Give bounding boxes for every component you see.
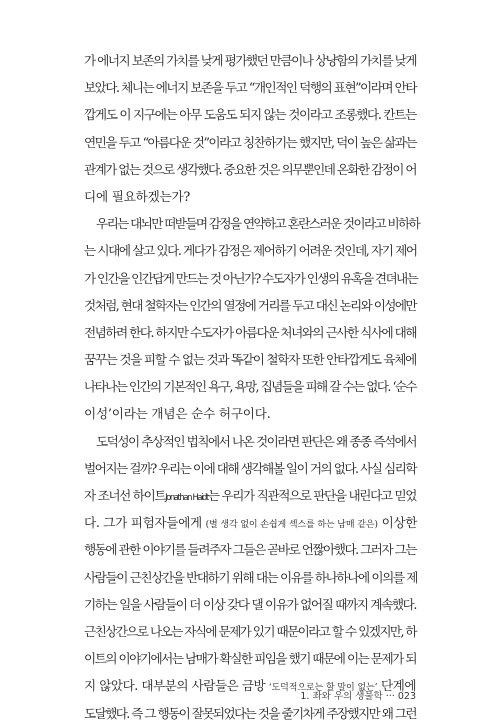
text-line: 보았다. 체니는 에너지 보존을 두고 “개인적인 덕행의 표현”이라며 안타 xyxy=(84,80,416,96)
text-line xyxy=(84,482,416,509)
text-line: 가 인간을 인간답게 만드는 것 아닌가? 수도자가 인생의 유혹을 견뎌내는 xyxy=(84,270,418,286)
text-line: 도달했다. 즉 그 행동이 잘못되었다는 것을 줄기차게 주장했지만 왜 그런 xyxy=(84,705,416,721)
text-line: 사람들이 근친상간을 반대하기 위해 대는 이유를 하나하나에 이의를 제 xyxy=(84,569,418,585)
text-line: 기하는 일을 사람들이 더 이상 갖다 댈 이유가 없어질 때까지 계속했다. xyxy=(84,596,416,612)
text-line: 관계가 없는 것으로 생각했다. 중요한 것은 의무뿐인데 온화한 감정이 어 xyxy=(84,161,416,177)
text-segment: 이상한 xyxy=(377,515,418,531)
body-text xyxy=(84,47,420,727)
footer-separator: ··· xyxy=(385,691,395,702)
text-line: 벌어지는 걸까? 우리는 이에 대해 생각해볼 일이 거의 없다. 사실 심리학 xyxy=(84,460,416,476)
text-line: 는 시대에 살고 있다. 게다가 감정은 제어하기 어려운 것인데, 자기 제어 xyxy=(84,243,417,259)
text-line: 꿈꾸는 것을 피할 수 없는 것과 똑같이 철학자 또한 안타깝게도 육체에 xyxy=(84,352,416,368)
page-footer xyxy=(300,688,416,702)
text-line: 이성’이라는 개념은 순수 허구이다. xyxy=(84,406,271,422)
text-line: 연민을 두고 “아름다운 것”이라고 칭찬하기는 했지만, 덕이 높은 삶과는 xyxy=(84,134,416,150)
quoted-phrase: ‘도덕적으로는 할 말이 없는’ xyxy=(268,683,378,694)
text-line: 가 에너지 보존의 가치를 낮게 평가했던 만큼이나 상냥함의 가치를 낮게 xyxy=(84,53,416,68)
chapter-title: 1. 좌와 우의 생물학 xyxy=(300,691,383,702)
text-line: 나타나는 인간의 기본적인 욕구, 욕망, 집념들을 피해 갈 수는 없다. ‘순수 xyxy=(84,379,416,395)
text-line: 전념하려 한다. 하지만 수도자가 아름다운 처녀와의 근사한 식사에 대해 xyxy=(84,324,416,340)
text-line: 깝게도 이 지구에는 아무 도움도 되지 않는 것이라고 조롱했다. 칸트는 xyxy=(84,107,416,123)
page-number: 023 xyxy=(397,691,416,702)
text-segment: 단계에 xyxy=(377,678,417,694)
author-name-roman: Jonathan Haidt xyxy=(165,492,208,502)
text-line: 행동에 관한 이야기를 들려주자 그들은 곧바로 언짢아했다. 그러자 그는 xyxy=(84,542,416,558)
text-line: 우리는 대뇌만 떠받들며 감정을 연약하고 혼란스러운 것이라고 비하하 xyxy=(96,216,420,232)
text-line: 디에 필요하겠는가? xyxy=(84,188,191,204)
text-line: 근친상간으로 나오는 자식에 문제가 있기 때문이라고 할 수 있겠지만, 하 xyxy=(84,623,416,639)
parenthetical-note: (별 생각 없이 손쉽게 섹스를 하는 남매 같은) xyxy=(205,520,378,531)
text-segment: 다. 그가 피험자들에게 xyxy=(84,515,206,531)
text-segment: 는 우리가 직관적으로 판단을 내린다고 믿었 xyxy=(207,488,416,503)
text-line: 것처럼, 현대 철학자는 인간의 열정에 거리를 두고 대신 논리와 이성에만 xyxy=(84,297,416,313)
text-segment: 자 조너선 하이트 xyxy=(84,488,166,503)
text-line: 이트의 이야기에서는 남매가 확실한 피임을 했기 때문에 이는 문제가 되 xyxy=(84,651,416,667)
text-line: 도덕성이 추상적인 법칙에서 나온 것이라면 판단은 왜 종종 즉석에서 xyxy=(96,433,416,449)
text-segment: 지 않았다. 대부분의 사람들은 금방 xyxy=(84,678,269,694)
text-line xyxy=(84,509,416,536)
